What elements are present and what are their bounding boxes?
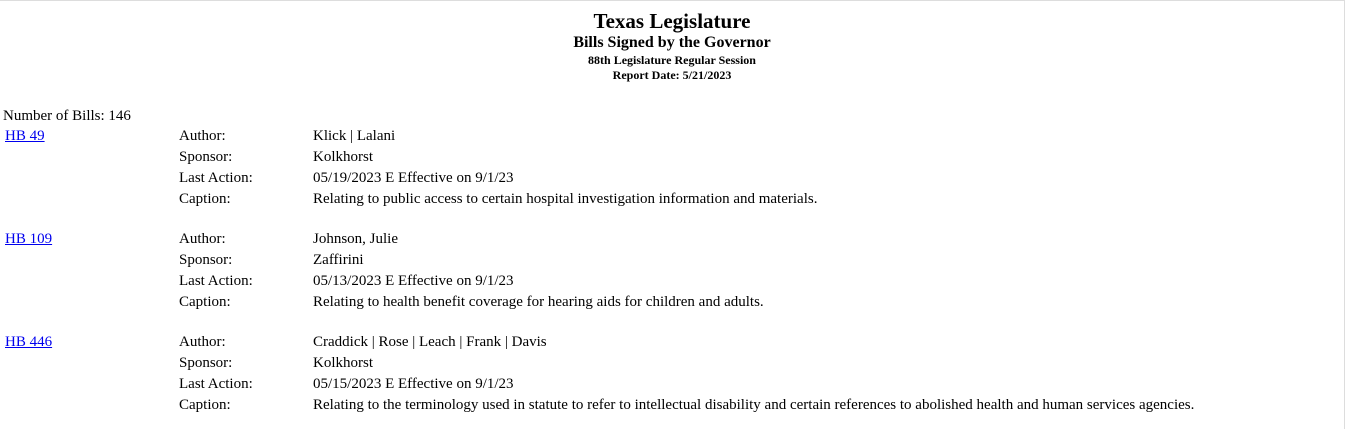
sponsor-value: Zaffirini [313, 252, 364, 268]
bill-link[interactable]: HB 109 [5, 231, 53, 247]
author-label: Author: [179, 128, 226, 144]
bill-sponsor-row [0, 353, 1345, 374]
bill-entry [0, 332, 1345, 416]
bill-author-row [0, 126, 1345, 147]
last-action-value: 05/15/2023 E Effective on 9/1/23 [313, 376, 514, 392]
report-date: Report Date: 5/21/2023 [612, 68, 732, 82]
caption-label: Caption: [179, 294, 231, 310]
bill-sponsor-row [0, 250, 1345, 271]
caption-value: Relating to public access to certain hospital investigation information and materials. [313, 191, 818, 207]
sponsor-label: Sponsor: [179, 149, 233, 165]
last-action-label: Last Action: [179, 170, 253, 186]
bill-last-action-row [0, 374, 1345, 395]
sponsor-value: Kolkhorst [313, 149, 373, 165]
bill-link[interactable]: HB 446 [5, 334, 53, 350]
last-action-label: Last Action: [179, 376, 253, 392]
page-title: Texas Legislature [593, 9, 751, 33]
bill-author-row [0, 229, 1345, 250]
author-value: Johnson, Julie [313, 231, 399, 247]
report-subtitle: Bills Signed by the Governor [573, 34, 771, 51]
author-label: Author: [179, 334, 226, 350]
sponsor-label: Sponsor: [179, 252, 233, 268]
session-label: 88th Legislature Regular Session [588, 53, 756, 67]
bill-entry [0, 126, 1345, 210]
author-label: Author: [179, 231, 226, 247]
author-value: Klick | Lalani [313, 128, 396, 144]
caption-label: Caption: [179, 397, 231, 413]
bill-caption-row [0, 189, 1345, 210]
caption-value: Relating to health benefit coverage for hearing aids for children and adults. [313, 294, 764, 310]
bill-entry [0, 229, 1345, 313]
author-value: Craddick | Rose | Leach | Frank | Davis [313, 334, 547, 350]
bill-author-row [0, 332, 1345, 353]
sponsor-label: Sponsor: [179, 355, 233, 371]
caption-value: Relating to the terminology used in statute to refer to intellectual disability and certain references to abolished health and human services agencies. [313, 397, 1195, 413]
last-action-label: Last Action: [179, 273, 253, 289]
bill-count: Number of Bills: 146 [3, 108, 131, 124]
sponsor-value: Kolkhorst [313, 355, 373, 371]
caption-label: Caption: [179, 191, 231, 207]
last-action-value: 05/13/2023 E Effective on 9/1/23 [313, 273, 514, 289]
bill-last-action-row [0, 168, 1345, 189]
bill-caption-row [0, 292, 1345, 313]
bill-link[interactable]: HB 49 [5, 128, 45, 144]
bill-caption-row [0, 395, 1345, 416]
report-header [0, 1, 1344, 83]
bill-sponsor-row [0, 147, 1345, 168]
bill-last-action-row [0, 271, 1345, 292]
last-action-value: 05/19/2023 E Effective on 9/1/23 [313, 170, 514, 186]
